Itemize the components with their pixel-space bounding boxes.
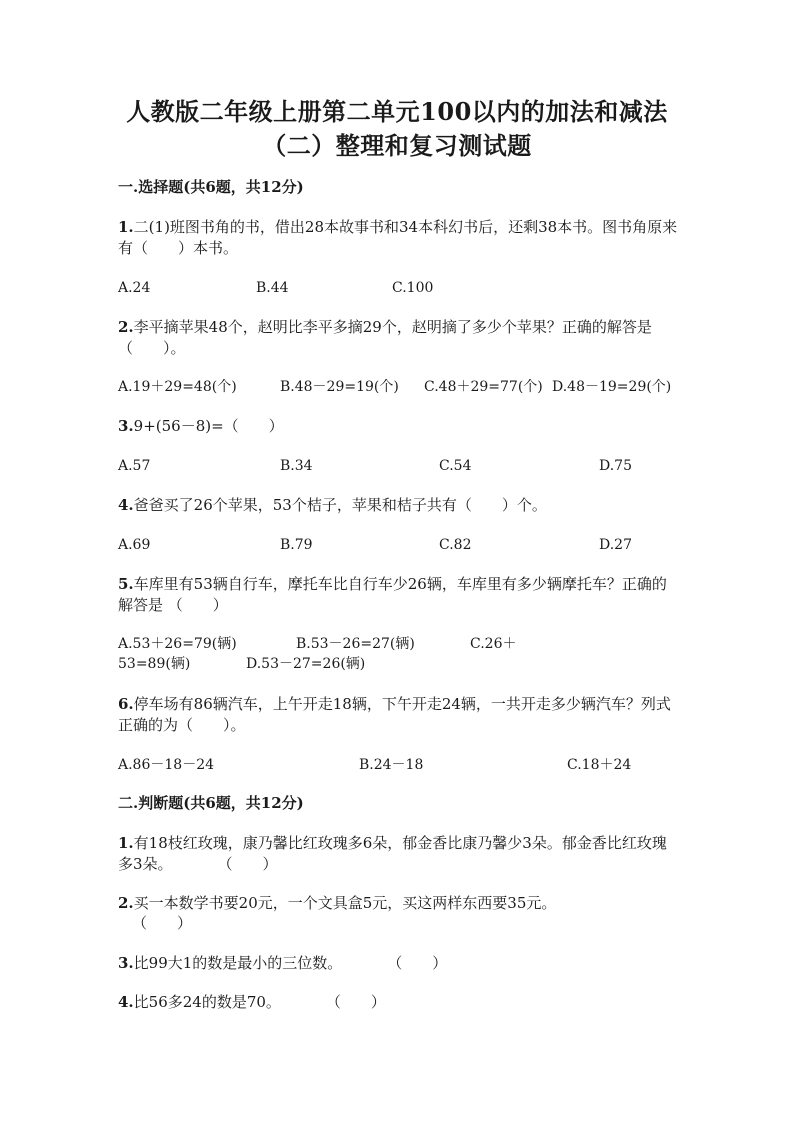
question-text: 李平摘苹果48个，赵明比李平多摘29个，赵明摘了多少个苹果？正确的解答是 （ ）。 [118,318,652,357]
option-d[interactable]: D.27 [599,537,632,553]
option-c-continued[interactable]: 53=89(辆) [118,656,191,672]
question-text: 停车场有86辆汽车，上午开走18辆，下午开走24辆，一共开走多少辆汽车？列式正确的为（ ）。 [118,695,671,734]
option-d[interactable]: D.48－19=29(个) [552,379,672,395]
question-number: 2. [118,318,134,336]
page-title-line-2: （二）整理和复习测试题 [262,131,532,160]
option-a[interactable]: A.57 [118,458,151,474]
answer-bracket[interactable]: （ ） [132,914,193,932]
option-c[interactable]: C.100 [392,280,434,296]
judgement-question-4 [118,992,678,1013]
question-number: 1. [118,834,134,852]
question-text: 9+(56－8)=（ ） [133,417,284,435]
option-a[interactable]: A.86－18－24 [118,757,215,773]
option-a[interactable]: A.53＋26=79(辆) [118,636,237,652]
question-text: 爸爸买了26个苹果，53个桔子，苹果和桔子共有（ ）个。 [133,496,547,514]
question-number: 6. [118,695,134,713]
question-text: 比99大1的数是最小的三位数。 （ ） [133,954,448,972]
option-d[interactable]: D.53－27=26(辆) [246,656,366,672]
option-b[interactable]: B.24－18 [359,757,424,773]
judgement-question-1 [118,833,678,875]
option-d[interactable]: D.75 [599,458,632,474]
option-c[interactable]: C.54 [439,458,472,474]
question-text: 比56多24的数是70。 （ ） [133,993,386,1011]
section-heading-judgement: 二.判断题(共6题，共12分) [118,794,304,812]
question-number: 4. [118,993,134,1011]
option-b[interactable]: B.79 [280,537,313,553]
choice-question-4 [118,495,678,516]
page-title-line-1: 人教版二年级上册第二单元100以内的加法和减法 [126,97,668,126]
choice-question-3 [118,416,678,437]
option-b[interactable]: B.53－26=27(辆) [296,636,415,652]
judgement-question-2 [118,893,678,914]
question-number: 1. [118,218,134,236]
choice-question-5 [118,574,678,616]
section-heading-choice: 一.选择题(共6题，共12分) [118,178,304,196]
option-b[interactable]: B.34 [280,458,313,474]
choice-question-1 [118,217,678,259]
question-text: 有18枝红玫瑰，康乃馨比红玫瑰多6朵，郁金香比康乃馨少3朵。郁金香比红玫瑰多3朵。 （ ） [118,834,667,873]
option-a[interactable]: A.24 [118,280,151,296]
question-text: 二(1)班图书角的书，借出28本故事书和34本科幻书后，还剩38本书。图书角原来有（ ）本书。 [118,218,678,257]
option-b[interactable]: B.48－29=19(个) [280,379,399,395]
option-a[interactable]: A.69 [118,537,151,553]
option-c[interactable]: C.18＋24 [567,757,632,773]
question-number: 3. [118,954,134,972]
option-c[interactable]: C.26＋ [470,636,517,652]
choice-question-6 [118,694,678,736]
option-c[interactable]: C.82 [439,537,472,553]
option-b[interactable]: B.44 [256,280,289,296]
choice-question-2 [118,317,678,359]
question-text: 买一本数学书要20元，一个文具盒5元，买这两样东西要35元。 [133,894,557,912]
judgement-question-3 [118,953,678,974]
question-number: 3. [118,417,134,435]
question-text: 车库里有53辆自行车，摩托车比自行车少26辆，车库里有多少辆摩托车？正确的解答是 （ ） [118,575,667,614]
question-number: 5. [118,575,134,593]
question-number: 2. [118,894,134,912]
option-a[interactable]: A.19＋29=48(个) [118,379,237,395]
question-number: 4. [118,496,134,514]
option-c[interactable]: C.48＋29=77(个) [424,379,543,395]
